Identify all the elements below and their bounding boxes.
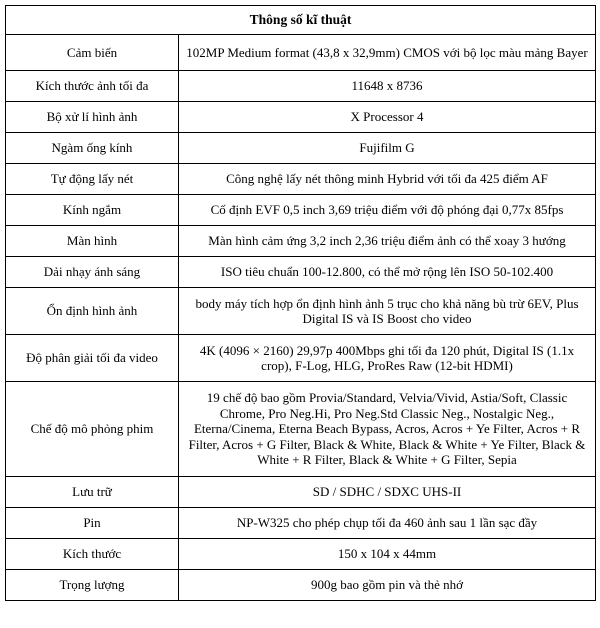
row-value: Fujifilm G	[179, 133, 596, 164]
table-row	[6, 71, 596, 102]
row-value: 150 x 104 x 44mm	[179, 539, 596, 570]
spec-table	[5, 5, 596, 601]
row-label: Tự động lấy nét	[6, 164, 179, 195]
row-label: Dải nhạy ánh sáng	[6, 257, 179, 288]
row-label: Pin	[6, 508, 179, 539]
table-row	[6, 539, 596, 570]
table-row	[6, 382, 596, 477]
table-row	[6, 133, 596, 164]
row-value: ISO tiêu chuẩn 100-12.800, có thể mở rộng lên ISO 50-102.400	[179, 257, 596, 288]
row-value: NP-W325 cho phép chụp tối đa 460 ảnh sau 1 lần sạc đầy	[179, 508, 596, 539]
row-value: 4K (4096 × 2160) 29,97p 400Mbps ghi tối đa 120 phút, Digital IS (1.1x crop), F-Log, HLG, ProRes Raw (12-bit HDMI)	[179, 335, 596, 382]
row-label: Ngàm ống kính	[6, 133, 179, 164]
table-row	[6, 477, 596, 508]
row-label: Lưu trữ	[6, 477, 179, 508]
row-value: 11648 x 8736	[179, 71, 596, 102]
table-title: Thông số kĩ thuật	[6, 6, 596, 35]
row-value: Màn hình cảm ứng 3,2 inch 2,36 triệu điểm ảnh có thể xoay 3 hướng	[179, 226, 596, 257]
row-label: Bộ xử lí hình ảnh	[6, 102, 179, 133]
row-value: SD / SDHC / SDXC UHS-II	[179, 477, 596, 508]
table-row	[6, 164, 596, 195]
table-row	[6, 508, 596, 539]
row-label: Trọng lượng	[6, 570, 179, 601]
table-row	[6, 335, 596, 382]
row-label: Chế độ mô phỏng phim	[6, 382, 179, 477]
row-label: Màn hình	[6, 226, 179, 257]
table-header-row	[6, 6, 596, 35]
row-label: Ổn định hình ảnh	[6, 288, 179, 335]
table-row	[6, 35, 596, 71]
row-value: 19 chế độ bao gồm Provia/Standard, Velvia/Vivid, Astia/Soft, Classic Chrome, Pro Neg.Hi, Pro Neg.Std Classic Neg., Nostalgic Neg., Eterna/Cinema, Eterna Beach Bypass, Acros, Acros + Ye Filter, Acros + R Filter, Acros + G Filter, Black & White, Black & White + Ye Filter, Black & White + R Filter, Black & White + G Filter, Sepia	[179, 382, 596, 477]
row-value: body máy tích hợp ổn định hình ảnh 5 trục cho khả năng bù trừ 6EV, Plus Digital IS và IS Boost cho video	[179, 288, 596, 335]
row-label: Cảm biến	[6, 35, 179, 71]
table-row	[6, 102, 596, 133]
row-label: Kích thước ảnh tối đa	[6, 71, 179, 102]
table-row	[6, 195, 596, 226]
table-row	[6, 226, 596, 257]
row-label: Kích thước	[6, 539, 179, 570]
row-label: Độ phân giải tối đa video	[6, 335, 179, 382]
row-value: Công nghệ lấy nét thông minh Hybrid với tối đa 425 điểm AF	[179, 164, 596, 195]
table-row	[6, 257, 596, 288]
row-label: Kính ngắm	[6, 195, 179, 226]
table-row	[6, 570, 596, 601]
row-value: X Processor 4	[179, 102, 596, 133]
table-row	[6, 288, 596, 335]
row-value: 900g bao gồm pin và thẻ nhớ	[179, 570, 596, 601]
row-value: 102MP Medium format (43,8 x 32,9mm) CMOS với bộ lọc màu mảng Bayer	[179, 35, 596, 71]
row-value: Cố định EVF 0,5 inch 3,69 triệu điểm với độ phóng đại 0,77x 85fps	[179, 195, 596, 226]
